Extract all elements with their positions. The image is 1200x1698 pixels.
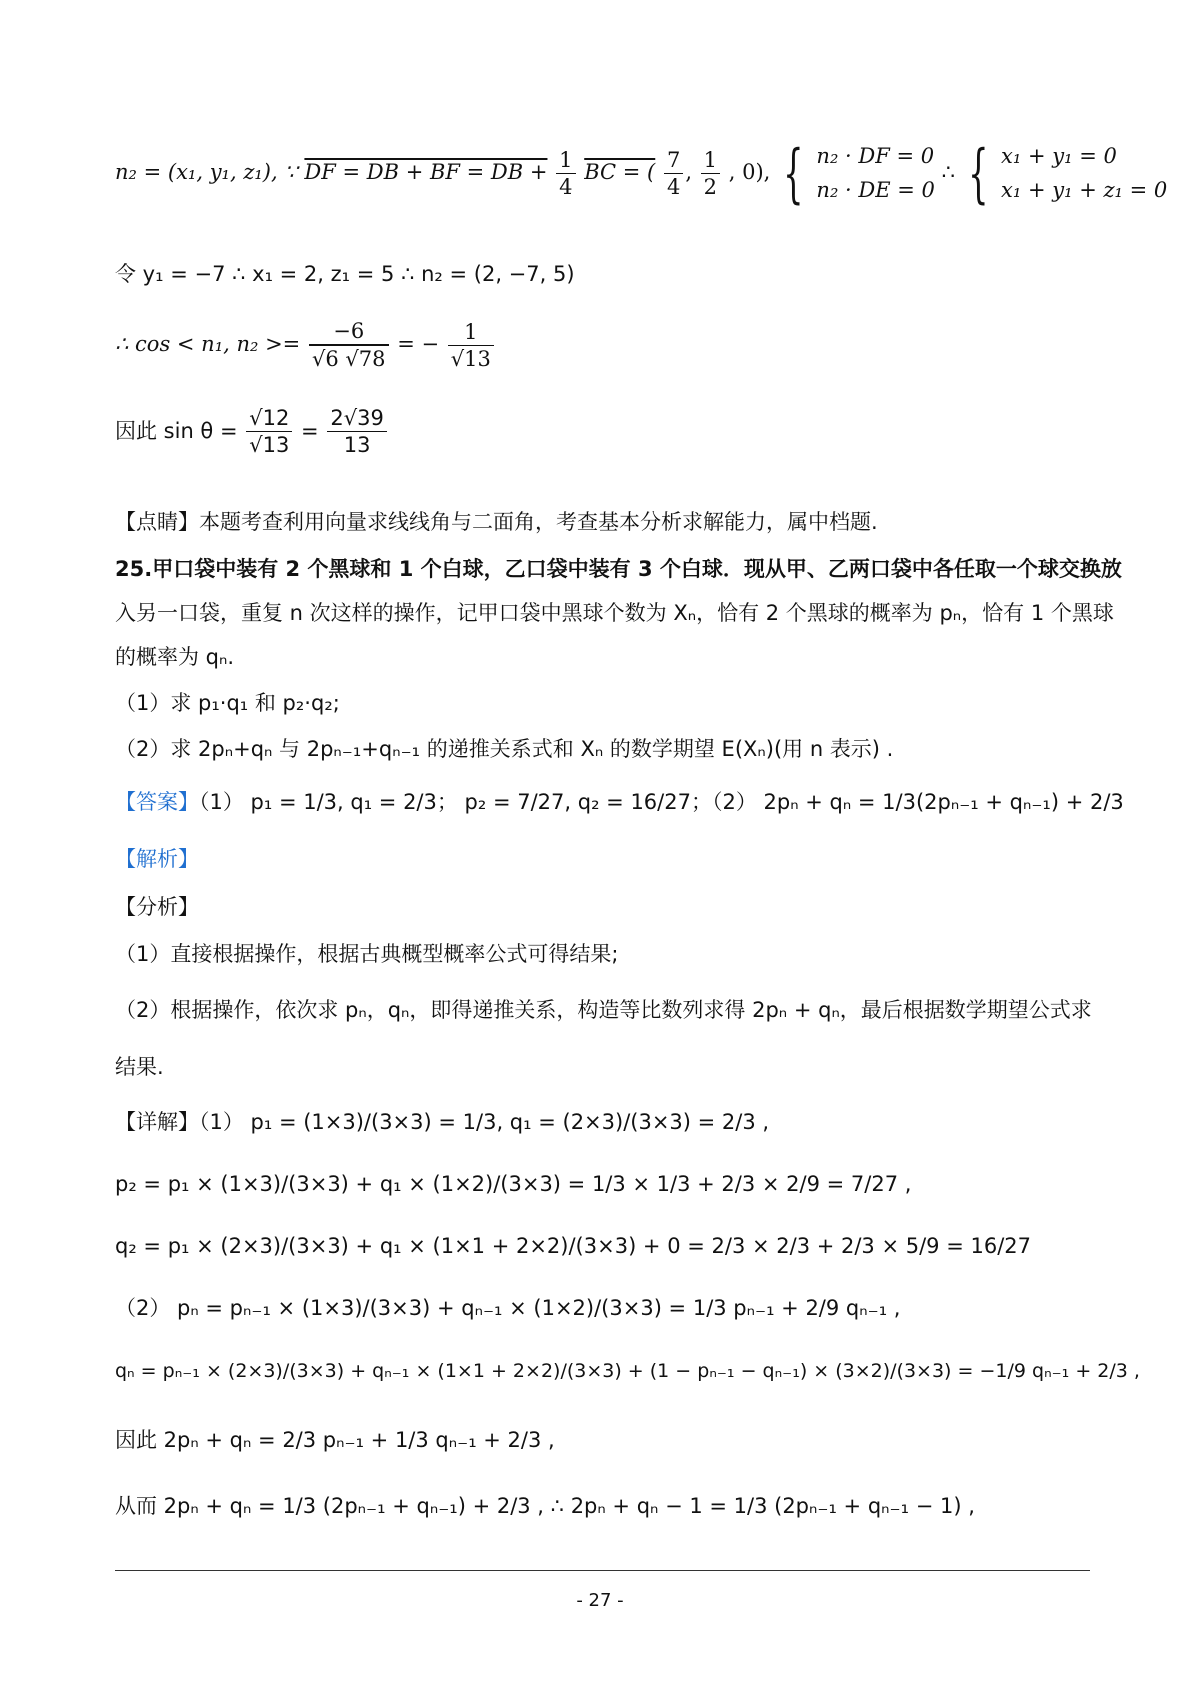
fraction: $\frac{1}{√13}$	[448, 319, 494, 373]
fraction: $\frac{1}{2}$	[701, 147, 720, 201]
problem-line-3: 的概率为 qₙ.	[115, 645, 235, 669]
problem-line-2: 入另一口袋，重复 n 次这样的操作，记甲口袋中黑球个数为 Xₙ，恰有 2 个黑球的概率为 pₙ，恰有 1 个黑球	[115, 601, 1114, 625]
fraction: $\frac{2√39}{13}$	[327, 405, 386, 459]
formula-line-1: n₂ = (x₁, y₁, z₁), ∵ DF = DB + BF = DB + $\frac{1}{4}$ BC = ( $\frac{7}{4}$ , $\frac{1}{2}$ , 0), { n₂ · DF = 0 n₂ · DE = 0 ∴ { x₁ + y₁ = 0 x₁ + y₁ + z₁ = 0	[115, 136, 1168, 211]
formula-line-2: 令 y₁ = −7 ∴ x₁ = 2, z₁ = 5 ∴ n₂ = (2, −7, 5)	[115, 262, 575, 286]
formula-text: n₂ = (x₁, y₁, z₁), ∵	[115, 160, 298, 185]
detail-line-5: qₙ = pₙ₋₁ × (2×3)/(3×3) + qₙ₋₁ × (1×1 + 2×2)/(3×3) + (1 − pₙ₋₁ − qₙ₋₁) × (3×2)/(3×3) = −1/9 qₙ₋₁ + 2/3 ,	[115, 1360, 1140, 1382]
footer-divider	[115, 1570, 1090, 1571]
fenxi-line-2: （2）根据操作，依次求 pₙ，qₙ，即得递推关系，构造等比数列求得 2pₙ + qₙ，最后根据数学期望公式求	[115, 998, 1092, 1022]
fraction: $\frac{√12}{√13}$	[246, 405, 292, 459]
fenxi-tag: 【分析】	[115, 895, 199, 919]
formula-text: DF = DB + BF = DB +	[304, 160, 548, 185]
formula-text: , 0),	[728, 160, 771, 185]
fenxi-line-3: 结果.	[115, 1055, 164, 1079]
answer-tag: 【答案】	[115, 790, 199, 814]
answer-text: （1） p₁ = 1/3, q₁ = 2/3； p₂ = 7/27, q₂ = 16/27；（2） 2pₙ + qₙ = 1/3(2pₙ₋₁ + qₙ₋₁) + 2/3	[199, 790, 1124, 814]
problem-part-2: （2）求 2pₙ+qₙ 与 2pₙ₋₁+qₙ₋₁ 的递推关系式和 Xₙ 的数学期望 E(Xₙ)(用 n 表示) .	[115, 737, 894, 761]
page-number: - 27 -	[576, 1590, 624, 1611]
detail-line-2: p₂ = p₁ × (1×3)/(3×3) + q₁ × (1×2)/(3×3) = 1/3 × 1/3 + 2/3 × 2/9 = 7/27 ,	[115, 1172, 912, 1196]
left-brace: {	[967, 136, 989, 211]
formula-line-3: ∴ cos < n₁, n₂ >= $\frac{-6}{√6 √78}$ = − $\frac{1}{√13}$	[115, 318, 496, 373]
problem-line-1: 25.甲口袋中装有 2 个黑球和 1 个白球，乙口袋中装有 3 个白球．现从甲、乙两口袋中各任取一个球交换放	[115, 557, 1122, 581]
detail-line-7: 从而 2pₙ + qₙ = 1/3 (2pₙ₋₁ + qₙ₋₁) + 2/3 , ∴ 2pₙ + qₙ − 1 = 1/3 (2pₙ₋₁ + qₙ₋₁ − 1) ,	[115, 1494, 975, 1518]
fenxi-line-1: （1）直接根据操作，根据古典概型概率公式可得结果;	[115, 942, 619, 966]
detail-line-4: （2） pₙ = pₙ₋₁ × (1×3)/(3×3) + qₙ₋₁ × (1×2)/(3×3) = 1/3 pₙ₋₁ + 2/9 qₙ₋₁ ,	[115, 1296, 901, 1320]
detail-line-3: q₂ = p₁ × (2×3)/(3×3) + q₁ × (1×1 + 2×2)/(3×3) + 0 = 2/3 × 2/3 + 2/3 × 5/9 = 16/27	[115, 1234, 1032, 1258]
therefore-symbol: ∴	[941, 160, 955, 185]
dianjing-paragraph: 【点睛】本题考查利用向量求线线角与二面角，考查基本分析求解能力，属中档题.	[115, 510, 878, 534]
formula-text: BC = (	[584, 160, 656, 185]
formula-line-4: 因此 sin θ = $\frac{√12}{√13}$ = $\frac{2√39}{13}$	[115, 405, 389, 459]
jiexi-tag: 【解析】	[115, 847, 199, 871]
problem-part-1: （1）求 p₁·q₁ 和 p₂·q₂;	[115, 691, 340, 715]
equation-system: n₂ · DF = 0 n₂ · DE = 0	[816, 144, 935, 202]
fraction: $\frac{-6}{√6 √78}$	[309, 318, 389, 373]
detail-line-1: 【详解】（1） p₁ = (1×3)/(3×3) = 1/3, q₁ = (2×3)/(3×3) = 2/3 ,	[115, 1110, 770, 1134]
fraction: $\frac{1}{4}$	[556, 147, 575, 201]
left-brace: {	[783, 136, 804, 211]
equation-system: x₁ + y₁ = 0 x₁ + y₁ + z₁ = 0	[1001, 144, 1168, 202]
fraction: $\frac{7}{4}$	[664, 147, 683, 201]
detail-line-6: 因此 2pₙ + qₙ = 2/3 pₙ₋₁ + 1/3 qₙ₋₁ + 2/3 ,	[115, 1428, 555, 1452]
answer-line	[115, 790, 1124, 815]
